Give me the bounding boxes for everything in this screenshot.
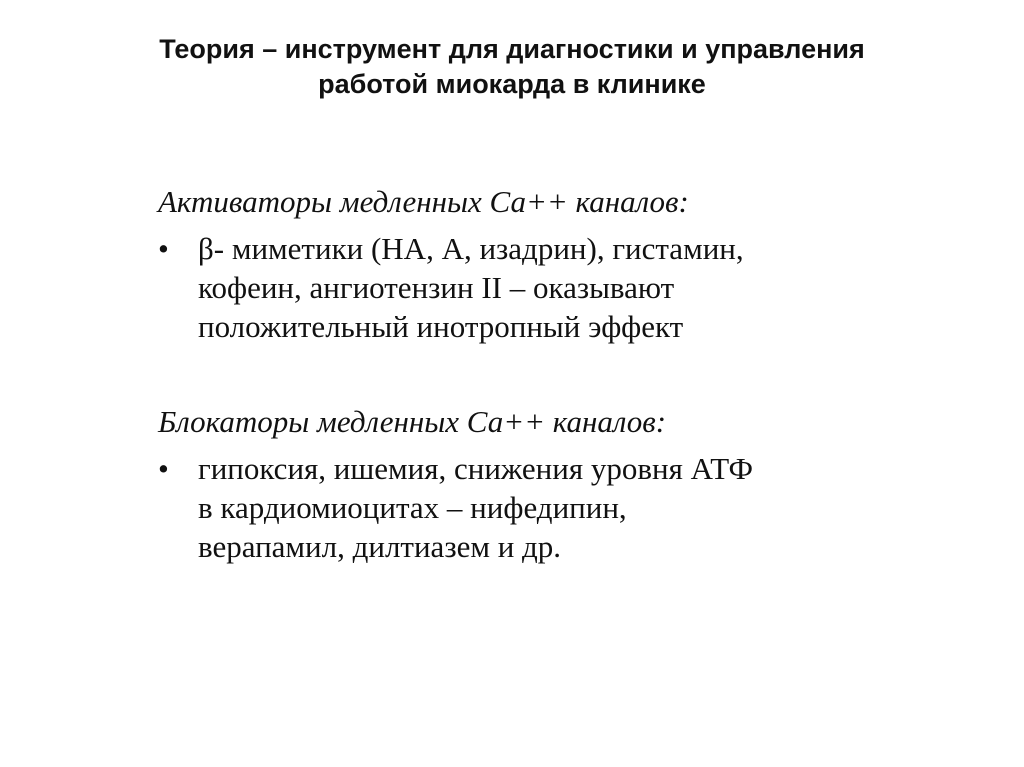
section-heading-activators: Активаторы медленных Са++ каналов: — [158, 184, 689, 219]
bullet-marker: • — [158, 231, 169, 266]
section-heading-blockers: Блокаторы медленных Са++ каналов: — [158, 404, 667, 439]
bullet-line: верапамил, дилтиазем и др. — [198, 529, 562, 564]
section-activators — [158, 183, 878, 346]
bullet-line: положительный инотропный эффект — [198, 309, 684, 344]
bullet-activators — [158, 229, 878, 346]
bullet-line: в кардиомиоцитах – нифедипин, — [198, 490, 627, 525]
bullet-line: β- миметики (НА, А, изадрин), гистамин, — [198, 231, 744, 266]
bullet-marker: • — [158, 451, 169, 486]
section-blockers — [158, 403, 878, 566]
bullet-line: кофеин, ангиотензин II – оказывают — [198, 270, 675, 305]
title-line-1: Теория – инструмент для диагностики и управления — [159, 34, 865, 64]
bullet-line: гипоксия, ишемия, снижения уровня АТФ — [198, 451, 754, 486]
slide-title — [60, 32, 964, 102]
title-line-2: работой миокарда в клинике — [318, 69, 706, 99]
bullet-blockers — [158, 449, 878, 566]
slide-content — [158, 183, 878, 566]
